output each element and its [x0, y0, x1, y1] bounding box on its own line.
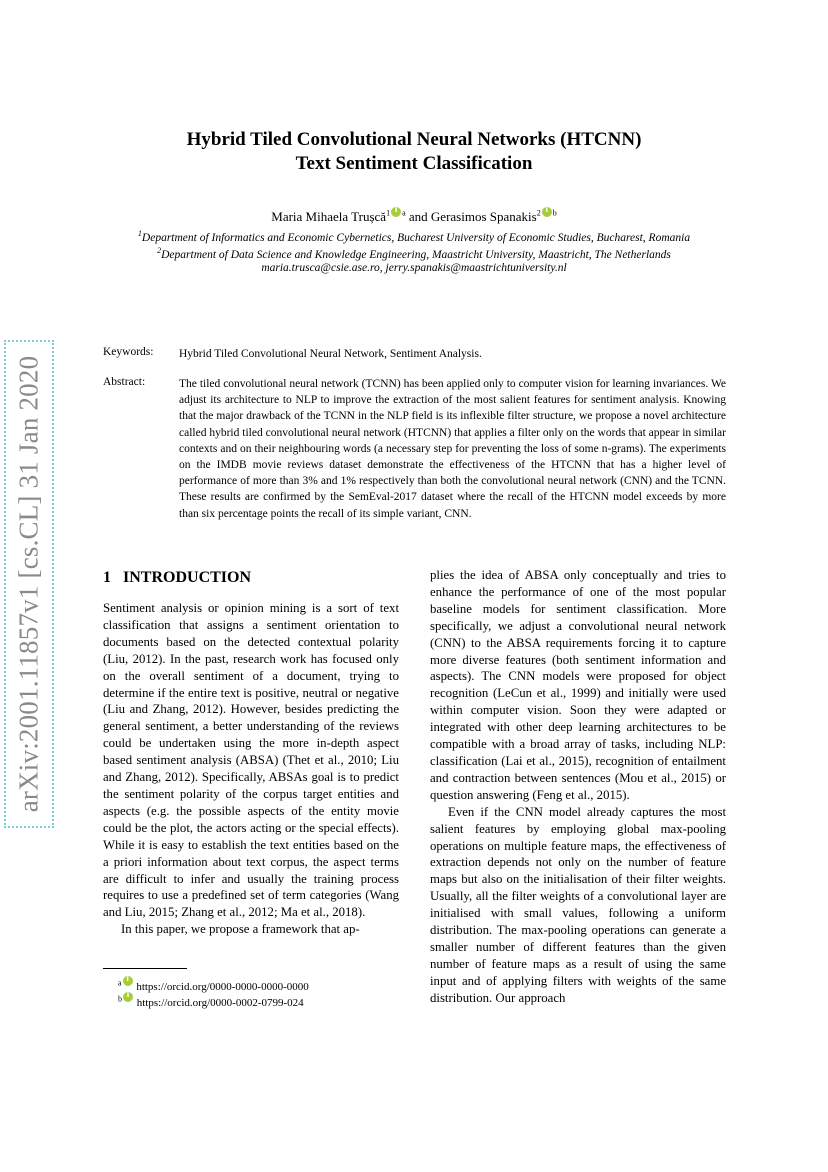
- footnote-a: [118, 976, 309, 993]
- orcid-icon: [123, 992, 133, 1002]
- arxiv-stamp: [4, 340, 54, 828]
- paper-title: [0, 128, 828, 176]
- author-conjunction: and: [408, 209, 428, 224]
- left-column: [103, 600, 399, 938]
- footnote-divider: [103, 968, 187, 969]
- paragraph: In this paper, we propose a framework that ap-: [121, 922, 360, 937]
- paragraph: plies the idea of ABSA only conceptually and tries to enhance the performance of one of the most popular baseline models for sentiment classification. More specifically, we adjust a convolutional neural network (CNN) to the ABSA requirements forcing it to capture more diverse features (both sentiment information and aspects). The CNN models were proposed for object recognition (LeCun et al., 1999) and initially were used within computer vision. Soon they were adapted or integrated with other deep learning architectures to be compatible with a broad array of tasks, including NLP: classification (Lai et al., 2015), recognition of entailment and contraction between sentences (Mou et al., 2015) or question answering (Feng et al., 2015).: [430, 568, 726, 802]
- right-column: [430, 567, 726, 1007]
- orcid-icon: [123, 976, 133, 986]
- affiliation-2-text: Department of Data Science and Knowledge Engineering, Maastricht University, Maastricht, The Netherlands: [161, 248, 671, 261]
- keywords-label: Keywords:: [103, 346, 154, 358]
- footnote-a-link[interactable]: https://orcid.org/0000-0000-0000-0000: [136, 981, 309, 993]
- affiliation-2: [0, 246, 828, 261]
- footnote-b-mark: b: [118, 994, 122, 1004]
- footnote-a-mark: a: [118, 978, 122, 988]
- footnote-b: [118, 992, 304, 1009]
- author-2-affil-sup: 2: [536, 208, 541, 218]
- paragraph: Sentiment analysis or opinion mining is a sort of text classification that assigns a sentiment orientation to documents based on the detected contextual polarity (Liu, 2012). In the past, research work has focused only on the overall sentiment of a document, trying to determine if the entire text is positive, neutral or negative (Liu and Zhang, 2012). However, besides predicting the general sentiment, a better understanding of the reviews could be undertaken using the more in-depth aspect based sentiment analysis (ABSA) (Thet et al., 2010; Liu and Zhang, 2012). Specifically, ABSAs goal is to predict the sentiment polarity of the corpus target entities and aspects (e.g. the possible aspects of the entity movie could be the plot, the actors acting or the special effects). While it is easy to establish the text entities based on the a priori information about text corpus, the aspect terms are difficult to infer and usually the training process requires to use a predefined set of term categories (Wang and Liu, 2015; Zhang et al., 2012; Ma et al., 2018).: [103, 601, 399, 920]
- author-1-name: Maria Mihaela Trușcă: [271, 209, 387, 224]
- affiliation-1: [0, 229, 828, 244]
- author-1-affil-sup: 1: [386, 208, 391, 218]
- author-2-name: Gerasimos Spanakis: [430, 209, 537, 224]
- affiliation-1-sup: 1: [137, 229, 142, 238]
- keywords-text: Hybrid Tiled Convolutional Neural Network, Sentiment Analysis.: [179, 348, 482, 360]
- affiliation-2-sup: 2: [157, 246, 162, 255]
- abstract-text: The tiled convolutional neural network (TCNN) has been applied only to computer vision for learning invariances. We adjust its architecture to NLP to improve the extraction of the most salient features for sentiment analysis. Knowing that the major drawback of the TCNN in the NLP field is its inflexible filter structure, we propose a novel architecture called hybrid tiled convolutional neural network (HTCNN) that applies a filter only on the words that appear in similar contexts and on their neighbouring words (a necessary step for preventing the loss of some n-grams). The experiments on the IMDB movie reviews dataset demonstrate the effectiveness of the HTCNN that has a higher level of performance of more than 3% and 1% respectively than both the convolutional neural network (CNN) and the TCNN. These results are confirmed by the SemEval-2017 dataset where the recall of the HTCNN model exceeds by more than six percentage points the recall of its simple variant, CNN.: [179, 378, 726, 520]
- orcid-icon[interactable]: [542, 207, 552, 217]
- arxiv-identifier: arXiv:2001.11857v1 [cs.CL] 31 Jan 2020: [13, 355, 44, 813]
- author-emails: maria.trusca@csie.ase.ro, jerry.spanakis@maastrichtuniversity.nl: [261, 262, 567, 274]
- author-2-orcid-mark: b: [552, 208, 557, 218]
- author-list: [0, 207, 828, 225]
- footnote-b-link[interactable]: https://orcid.org/0000-0002-0799-024: [136, 997, 304, 1009]
- abstract-label: Abstract:: [103, 376, 146, 388]
- orcid-icon[interactable]: [391, 207, 401, 217]
- section-title: INTRODUCTION: [123, 569, 252, 586]
- paragraph: Even if the CNN model already captures the most salient features by employing global max-pooling operations on multiple feature maps, the effectiveness of extraction depends not only on the number of feature maps but also on the initialisation of their filter weights. Usually, all the filter weights of a convolutional layer are initialised with small values, following a uniform distribution. The max-pooling operations can generate a smaller number of different features than the given number of feature maps as a result of using the same input and of applying filters with weights of the same distribution. Our approach: [430, 804, 726, 1005]
- affiliation-1-text: Department of Informatics and Economic Cybernetics, Bucharest University of Economic Studies, Bucharest, Romania: [141, 231, 691, 244]
- section-heading: [103, 569, 251, 587]
- title-line-1: Hybrid Tiled Convolutional Neural Networks (HTCNN): [186, 129, 642, 150]
- author-1-orcid-mark: a: [402, 208, 406, 218]
- title-line-2: Text Sentiment Classification: [295, 153, 533, 174]
- section-number: 1: [103, 569, 111, 586]
